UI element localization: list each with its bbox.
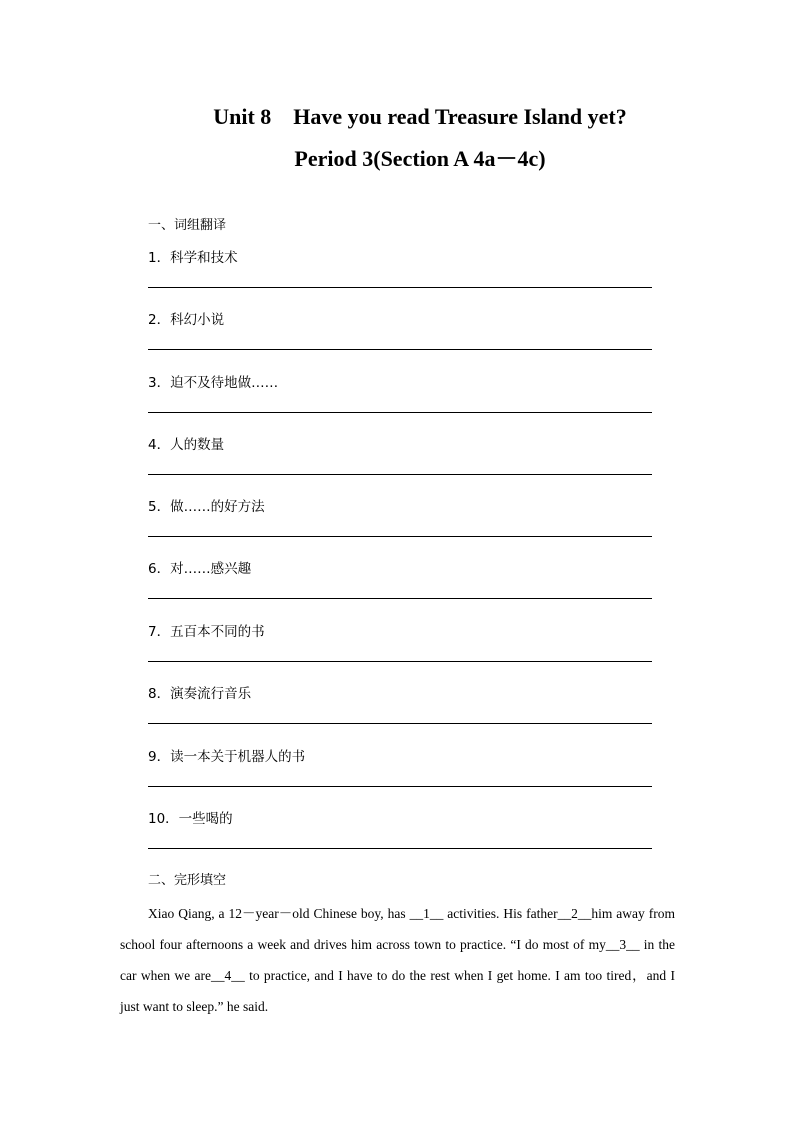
question-text: 4．人的数量: [148, 437, 225, 453]
page-title: Unit 8 Have you read Treasure Island yet?: [213, 104, 627, 129]
question-text: 3．迫不及待地做……: [148, 375, 279, 391]
question-text: 10．一些喝的: [148, 811, 233, 827]
question-text: 8．演奏流行音乐: [148, 686, 252, 702]
question-text: 2．科幻小说: [148, 312, 225, 328]
answer-line[interactable]: [148, 786, 652, 787]
answer-line[interactable]: [148, 536, 652, 537]
answer-line[interactable]: [148, 723, 652, 724]
question-item: [148, 311, 652, 373]
question-item: [148, 685, 652, 747]
question-item: [148, 748, 652, 810]
cloze-passage: Xiao Qiang, a 12－year－old Chinese boy, has __1__ activities. His father__2__him away from school four afternoons a week and drives him across town to practice. “I do most of my__3__ in the car when we are__4__ to practice, and I have to do the rest when I get home. I am too tired，and I just want to sleep.” he said.: [120, 906, 675, 1014]
answer-line[interactable]: [148, 848, 652, 849]
question-item: [148, 249, 652, 311]
page-subtitle: Period 3(Section A 4a－4c): [294, 146, 546, 171]
answer-line[interactable]: [148, 349, 652, 350]
question-item: [148, 623, 652, 685]
question-item: [148, 436, 652, 498]
answer-line[interactable]: [148, 412, 652, 413]
question-item: [148, 560, 652, 622]
question-text: 6．对……感兴趣: [148, 561, 252, 577]
question-item: [148, 498, 652, 560]
question-text: 9．读一本关于机器人的书: [148, 749, 306, 765]
section2-heading: 二、完形填空: [148, 873, 227, 888]
question-text: 5．做……的好方法: [148, 499, 265, 515]
question-text: 1．科学和技术: [148, 250, 238, 266]
question-text: 7．五百本不同的书: [148, 624, 265, 640]
question-item: [148, 374, 652, 436]
answer-line[interactable]: [148, 287, 652, 288]
section1-heading: 一、词组翻译: [148, 218, 227, 233]
answer-line[interactable]: [148, 661, 652, 662]
answer-line[interactable]: [148, 474, 652, 475]
question-item: [148, 810, 652, 872]
answer-line[interactable]: [148, 598, 652, 599]
